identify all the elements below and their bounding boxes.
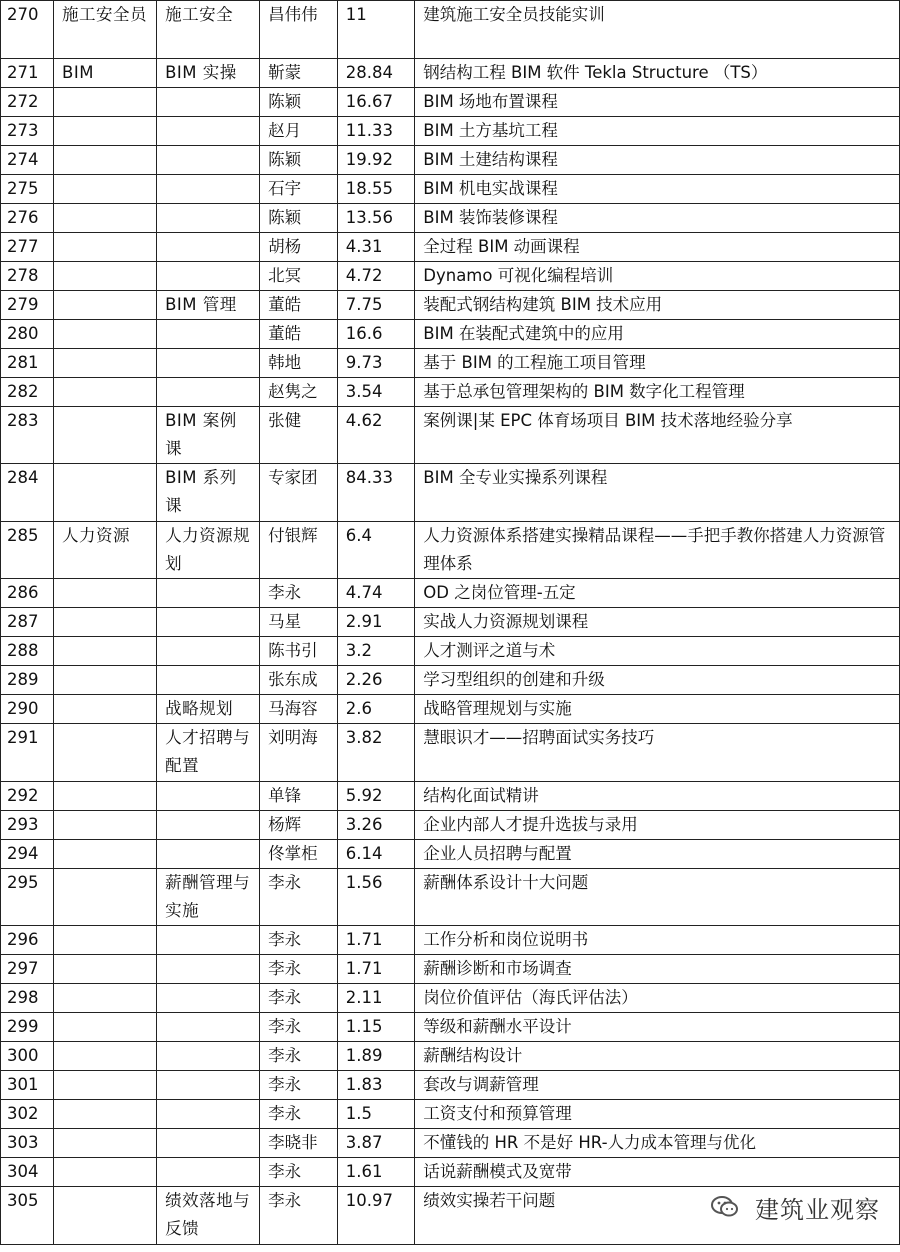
teacher-cell: 董皓 bbox=[260, 290, 338, 319]
teacher-cell: 赵月 bbox=[260, 116, 338, 145]
subcategory-cell bbox=[157, 1100, 260, 1129]
course-title-cell: 等级和薪酬水平设计 bbox=[415, 1013, 900, 1042]
row-number: 297 bbox=[1, 955, 54, 984]
table-row bbox=[1, 58, 900, 87]
course-title-cell: 基于 BIM 的工程施工项目管理 bbox=[415, 348, 900, 377]
teacher-cell: 张健 bbox=[260, 406, 338, 464]
table-row bbox=[1, 695, 900, 724]
table-row bbox=[1, 174, 900, 203]
category-cell bbox=[54, 116, 157, 145]
category-cell bbox=[54, 145, 157, 174]
table-row bbox=[1, 319, 900, 348]
subcategory-cell bbox=[157, 666, 260, 695]
hours-cell: 13.56 bbox=[337, 203, 415, 232]
table-row bbox=[1, 203, 900, 232]
course-title-cell: BIM 全专业实操系列课程 bbox=[415, 464, 900, 522]
course-title-cell: 岗位价值评估（海氏评估法） bbox=[415, 984, 900, 1013]
course-title-cell: BIM 土方基坑工程 bbox=[415, 116, 900, 145]
hours-cell: 16.6 bbox=[337, 319, 415, 348]
hours-cell: 1.56 bbox=[337, 868, 415, 926]
row-number: 291 bbox=[1, 724, 54, 782]
teacher-cell: 韩地 bbox=[260, 348, 338, 377]
hours-cell: 6.14 bbox=[337, 839, 415, 868]
table-row bbox=[1, 955, 900, 984]
hours-cell: 1.61 bbox=[337, 1158, 415, 1187]
watermark-logo-icon bbox=[0, 1222, 34, 1242]
table-row bbox=[1, 1071, 900, 1100]
row-number: 282 bbox=[1, 377, 54, 406]
course-title-cell: 绩效实操若干问题 bbox=[415, 1187, 900, 1245]
subcategory-cell bbox=[157, 781, 260, 810]
category-cell: 施工安全员 bbox=[54, 1, 157, 59]
subcategory-cell: BIM 实操 bbox=[157, 58, 260, 87]
row-number: 294 bbox=[1, 839, 54, 868]
category-cell bbox=[54, 406, 157, 464]
subcategory-cell bbox=[157, 1013, 260, 1042]
teacher-cell: 李永 bbox=[260, 579, 338, 608]
hours-cell: 1.71 bbox=[337, 955, 415, 984]
teacher-cell: 李晓非 bbox=[260, 1129, 338, 1158]
subcategory-cell: 人力资源规划 bbox=[157, 521, 260, 579]
row-number: 289 bbox=[1, 666, 54, 695]
table-row bbox=[1, 868, 900, 926]
course-title-cell: BIM 在装配式建筑中的应用 bbox=[415, 319, 900, 348]
subcategory-cell bbox=[157, 116, 260, 145]
hours-cell: 2.26 bbox=[337, 666, 415, 695]
table-row bbox=[1, 724, 900, 782]
row-number: 284 bbox=[1, 464, 54, 522]
course-title-cell: 学习型组织的创建和升级 bbox=[415, 666, 900, 695]
table-row bbox=[1, 1013, 900, 1042]
row-number: 286 bbox=[1, 579, 54, 608]
teacher-cell: 胡杨 bbox=[260, 232, 338, 261]
subcategory-cell bbox=[157, 348, 260, 377]
hours-cell: 11.33 bbox=[337, 116, 415, 145]
row-number: 292 bbox=[1, 781, 54, 810]
course-title-cell: OD 之岗位管理-五定 bbox=[415, 579, 900, 608]
table-row bbox=[1, 984, 900, 1013]
table-row bbox=[1, 348, 900, 377]
course-title-cell: 实战人力资源规划课程 bbox=[415, 608, 900, 637]
row-number: 272 bbox=[1, 87, 54, 116]
category-cell bbox=[54, 839, 157, 868]
table-row bbox=[1, 464, 900, 522]
course-table-body bbox=[1, 1, 900, 1245]
subcategory-cell bbox=[157, 1042, 260, 1071]
subcategory-cell bbox=[157, 926, 260, 955]
hours-cell: 6.4 bbox=[337, 521, 415, 579]
course-title-cell: BIM 机电实战课程 bbox=[415, 174, 900, 203]
hours-cell: 2.91 bbox=[337, 608, 415, 637]
subcategory-cell bbox=[157, 1158, 260, 1187]
teacher-cell: 昌伟伟 bbox=[260, 1, 338, 59]
teacher-cell: 赵隽之 bbox=[260, 377, 338, 406]
category-cell bbox=[54, 348, 157, 377]
hours-cell: 4.62 bbox=[337, 406, 415, 464]
subcategory-cell: 薪酬管理与实施 bbox=[157, 868, 260, 926]
teacher-cell: 单锋 bbox=[260, 781, 338, 810]
course-title-cell: 钢结构工程 BIM 软件 Tekla Structure （TS） bbox=[415, 58, 900, 87]
table-row bbox=[1, 232, 900, 261]
category-cell bbox=[54, 1158, 157, 1187]
subcategory-cell bbox=[157, 839, 260, 868]
hours-cell: 18.55 bbox=[337, 174, 415, 203]
subcategory-cell bbox=[157, 87, 260, 116]
table-row bbox=[1, 1100, 900, 1129]
category-cell bbox=[54, 666, 157, 695]
category-cell bbox=[54, 464, 157, 522]
row-number: 303 bbox=[1, 1129, 54, 1158]
hours-cell: 7.75 bbox=[337, 290, 415, 319]
course-title-cell: 全过程 BIM 动画课程 bbox=[415, 232, 900, 261]
course-title-cell: 装配式钢结构建筑 BIM 技术应用 bbox=[415, 290, 900, 319]
subcategory-cell bbox=[157, 319, 260, 348]
row-number: 298 bbox=[1, 984, 54, 1013]
teacher-cell: 陈颖 bbox=[260, 203, 338, 232]
teacher-cell: 李永 bbox=[260, 868, 338, 926]
course-title-cell: BIM 场地布置课程 bbox=[415, 87, 900, 116]
category-cell bbox=[54, 926, 157, 955]
teacher-cell: 陈颖 bbox=[260, 87, 338, 116]
teacher-cell: 李永 bbox=[260, 955, 338, 984]
teacher-cell: 李永 bbox=[260, 1100, 338, 1129]
teacher-cell: 李永 bbox=[260, 926, 338, 955]
category-cell bbox=[54, 1013, 157, 1042]
table-row bbox=[1, 608, 900, 637]
row-number: 287 bbox=[1, 608, 54, 637]
subcategory-cell: 人才招聘与配置 bbox=[157, 724, 260, 782]
table-row bbox=[1, 116, 900, 145]
hours-cell: 3.82 bbox=[337, 724, 415, 782]
row-number: 302 bbox=[1, 1100, 54, 1129]
row-number: 295 bbox=[1, 868, 54, 926]
course-title-cell: 薪酬诊断和市场调查 bbox=[415, 955, 900, 984]
hours-cell: 3.54 bbox=[337, 377, 415, 406]
subcategory-cell bbox=[157, 145, 260, 174]
row-number: 273 bbox=[1, 116, 54, 145]
category-cell bbox=[54, 955, 157, 984]
category-cell bbox=[54, 781, 157, 810]
row-number: 288 bbox=[1, 637, 54, 666]
subcategory-cell bbox=[157, 1129, 260, 1158]
table-row bbox=[1, 1158, 900, 1187]
teacher-cell: 李永 bbox=[260, 1187, 338, 1245]
hours-cell: 1.5 bbox=[337, 1100, 415, 1129]
table-row bbox=[1, 579, 900, 608]
row-number: 290 bbox=[1, 695, 54, 724]
hours-cell: 16.67 bbox=[337, 87, 415, 116]
subcategory-cell bbox=[157, 377, 260, 406]
table-row bbox=[1, 926, 900, 955]
row-number: 301 bbox=[1, 1071, 54, 1100]
category-cell bbox=[54, 695, 157, 724]
subcategory-cell bbox=[157, 261, 260, 290]
row-number: 278 bbox=[1, 261, 54, 290]
hours-cell: 1.71 bbox=[337, 926, 415, 955]
row-number: 279 bbox=[1, 290, 54, 319]
row-number: 293 bbox=[1, 810, 54, 839]
watermark-right-text: 建筑业观察 bbox=[755, 1196, 880, 1224]
subcategory-cell bbox=[157, 232, 260, 261]
table-row bbox=[1, 290, 900, 319]
course-title-cell: 不懂钱的 HR 不是好 HR-人力成本管理与优化 bbox=[415, 1129, 900, 1158]
table-row bbox=[1, 781, 900, 810]
subcategory-cell: 绩效落地与反馈 bbox=[157, 1187, 260, 1245]
subcategory-cell: 战略规划 bbox=[157, 695, 260, 724]
hours-cell: 3.87 bbox=[337, 1129, 415, 1158]
table-row bbox=[1, 666, 900, 695]
subcategory-cell: BIM 管理 bbox=[157, 290, 260, 319]
table-row bbox=[1, 406, 900, 464]
table-row bbox=[1, 810, 900, 839]
course-title-cell: 话说薪酬模式及宽带 bbox=[415, 1158, 900, 1187]
teacher-cell: 李永 bbox=[260, 1071, 338, 1100]
category-cell bbox=[54, 724, 157, 782]
subcategory-cell: BIM 系列课 bbox=[157, 464, 260, 522]
course-title-cell: BIM 装饰装修课程 bbox=[415, 203, 900, 232]
hours-cell: 3.2 bbox=[337, 637, 415, 666]
row-number: 270 bbox=[1, 1, 54, 59]
table-row bbox=[1, 637, 900, 666]
subcategory-cell: 施工安全 bbox=[157, 1, 260, 59]
hours-cell: 1.89 bbox=[337, 1042, 415, 1071]
category-cell bbox=[54, 637, 157, 666]
category-cell bbox=[54, 290, 157, 319]
category-cell bbox=[54, 203, 157, 232]
category-cell bbox=[54, 984, 157, 1013]
table-row bbox=[1, 1, 900, 59]
category-cell bbox=[54, 579, 157, 608]
subcategory-cell bbox=[157, 1071, 260, 1100]
hours-cell: 28.84 bbox=[337, 58, 415, 87]
category-cell: BIM bbox=[54, 58, 157, 87]
hours-cell: 1.83 bbox=[337, 1071, 415, 1100]
teacher-cell: 张东成 bbox=[260, 666, 338, 695]
hours-cell: 9.73 bbox=[337, 348, 415, 377]
category-cell bbox=[54, 174, 157, 203]
table-row bbox=[1, 839, 900, 868]
teacher-cell: 北冥 bbox=[260, 261, 338, 290]
course-title-cell: 慧眼识才——招聘面试实务技巧 bbox=[415, 724, 900, 782]
row-number: 275 bbox=[1, 174, 54, 203]
hours-cell: 1.15 bbox=[337, 1013, 415, 1042]
teacher-cell: 佟掌柜 bbox=[260, 839, 338, 868]
hours-cell: 10.97 bbox=[337, 1187, 415, 1245]
subcategory-cell bbox=[157, 203, 260, 232]
course-title-cell: 战略管理规划与实施 bbox=[415, 695, 900, 724]
subcategory-cell bbox=[157, 810, 260, 839]
category-cell: 人力资源 bbox=[54, 521, 157, 579]
row-number: 274 bbox=[1, 145, 54, 174]
row-number: 299 bbox=[1, 1013, 54, 1042]
hours-cell: 19.92 bbox=[337, 145, 415, 174]
subcategory-cell bbox=[157, 579, 260, 608]
row-number: 304 bbox=[1, 1158, 54, 1187]
course-title-cell: 企业人员招聘与配置 bbox=[415, 839, 900, 868]
course-title-cell: 工作分析和岗位说明书 bbox=[415, 926, 900, 955]
table-row bbox=[1, 1042, 900, 1071]
hours-cell: 84.33 bbox=[337, 464, 415, 522]
teacher-cell: 李永 bbox=[260, 1158, 338, 1187]
teacher-cell: 李永 bbox=[260, 984, 338, 1013]
teacher-cell: 马海容 bbox=[260, 695, 338, 724]
row-number: 285 bbox=[1, 521, 54, 579]
course-title-cell: 工资支付和预算管理 bbox=[415, 1100, 900, 1129]
table-row bbox=[1, 521, 900, 579]
course-title-cell: 案例课|某 EPC 体育场项目 BIM 技术落地经验分享 bbox=[415, 406, 900, 464]
teacher-cell: 李永 bbox=[260, 1042, 338, 1071]
category-cell bbox=[54, 261, 157, 290]
category-cell bbox=[54, 87, 157, 116]
table-row bbox=[1, 261, 900, 290]
watermark-left-text: 六敢跨境 bbox=[38, 1222, 99, 1240]
category-cell bbox=[54, 810, 157, 839]
row-number: 281 bbox=[1, 348, 54, 377]
table-row bbox=[1, 145, 900, 174]
course-title-cell: 薪酬体系设计十大问题 bbox=[415, 868, 900, 926]
category-cell bbox=[54, 319, 157, 348]
row-number: 305 bbox=[1, 1187, 54, 1245]
row-number: 276 bbox=[1, 203, 54, 232]
teacher-cell: 马星 bbox=[260, 608, 338, 637]
teacher-cell: 专家团 bbox=[260, 464, 338, 522]
subcategory-cell bbox=[157, 637, 260, 666]
course-title-cell: 基于总承包管理架构的 BIM 数字化工程管理 bbox=[415, 377, 900, 406]
course-title-cell: 套改与调薪管理 bbox=[415, 1071, 900, 1100]
wechat-icon bbox=[710, 1194, 740, 1229]
teacher-cell: 陈书引 bbox=[260, 637, 338, 666]
category-cell bbox=[54, 1129, 157, 1158]
category-cell bbox=[54, 1042, 157, 1071]
category-cell bbox=[54, 1100, 157, 1129]
course-title-cell: BIM 土建结构课程 bbox=[415, 145, 900, 174]
category-cell bbox=[54, 1071, 157, 1100]
svg-text:K°°: K°° bbox=[2, 1224, 22, 1240]
row-number: 280 bbox=[1, 319, 54, 348]
hours-cell: 4.31 bbox=[337, 232, 415, 261]
teacher-cell: 靳蒙 bbox=[260, 58, 338, 87]
table-row bbox=[1, 87, 900, 116]
course-title-cell: 结构化面试精讲 bbox=[415, 781, 900, 810]
row-number: 271 bbox=[1, 58, 54, 87]
teacher-cell: 董皓 bbox=[260, 319, 338, 348]
category-cell bbox=[54, 377, 157, 406]
table-row bbox=[1, 377, 900, 406]
row-number: 283 bbox=[1, 406, 54, 464]
course-title-cell: 人才测评之道与术 bbox=[415, 637, 900, 666]
teacher-cell: 陈颖 bbox=[260, 145, 338, 174]
hours-cell: 4.74 bbox=[337, 579, 415, 608]
course-title-cell: Dynamo 可视化编程培训 bbox=[415, 261, 900, 290]
teacher-cell: 李永 bbox=[260, 1013, 338, 1042]
row-number: 296 bbox=[1, 926, 54, 955]
hours-cell: 3.26 bbox=[337, 810, 415, 839]
teacher-cell: 刘明海 bbox=[260, 724, 338, 782]
category-cell bbox=[54, 868, 157, 926]
course-title-cell: 人力资源体系搭建实操精品课程——手把手教你搭建人力资源管理体系 bbox=[415, 521, 900, 579]
course-title-cell: 薪酬结构设计 bbox=[415, 1042, 900, 1071]
hours-cell: 5.92 bbox=[337, 781, 415, 810]
course-title-cell: 建筑施工安全员技能实训 bbox=[415, 1, 900, 59]
subcategory-cell bbox=[157, 174, 260, 203]
subcategory-cell: BIM 案例课 bbox=[157, 406, 260, 464]
watermark-right bbox=[710, 1193, 880, 1227]
category-cell bbox=[54, 232, 157, 261]
subcategory-cell bbox=[157, 955, 260, 984]
hours-cell: 2.6 bbox=[337, 695, 415, 724]
row-number: 277 bbox=[1, 232, 54, 261]
category-cell bbox=[54, 608, 157, 637]
hours-cell: 2.11 bbox=[337, 984, 415, 1013]
subcategory-cell bbox=[157, 984, 260, 1013]
table-row bbox=[1, 1129, 900, 1158]
row-number: 300 bbox=[1, 1042, 54, 1071]
teacher-cell: 付银辉 bbox=[260, 521, 338, 579]
hours-cell: 11 bbox=[337, 1, 415, 59]
teacher-cell: 石宇 bbox=[260, 174, 338, 203]
subcategory-cell bbox=[157, 608, 260, 637]
course-title-cell: 企业内部人才提升选拔与录用 bbox=[415, 810, 900, 839]
teacher-cell: 杨辉 bbox=[260, 810, 338, 839]
hours-cell: 4.72 bbox=[337, 261, 415, 290]
watermark-left bbox=[0, 1217, 130, 1245]
